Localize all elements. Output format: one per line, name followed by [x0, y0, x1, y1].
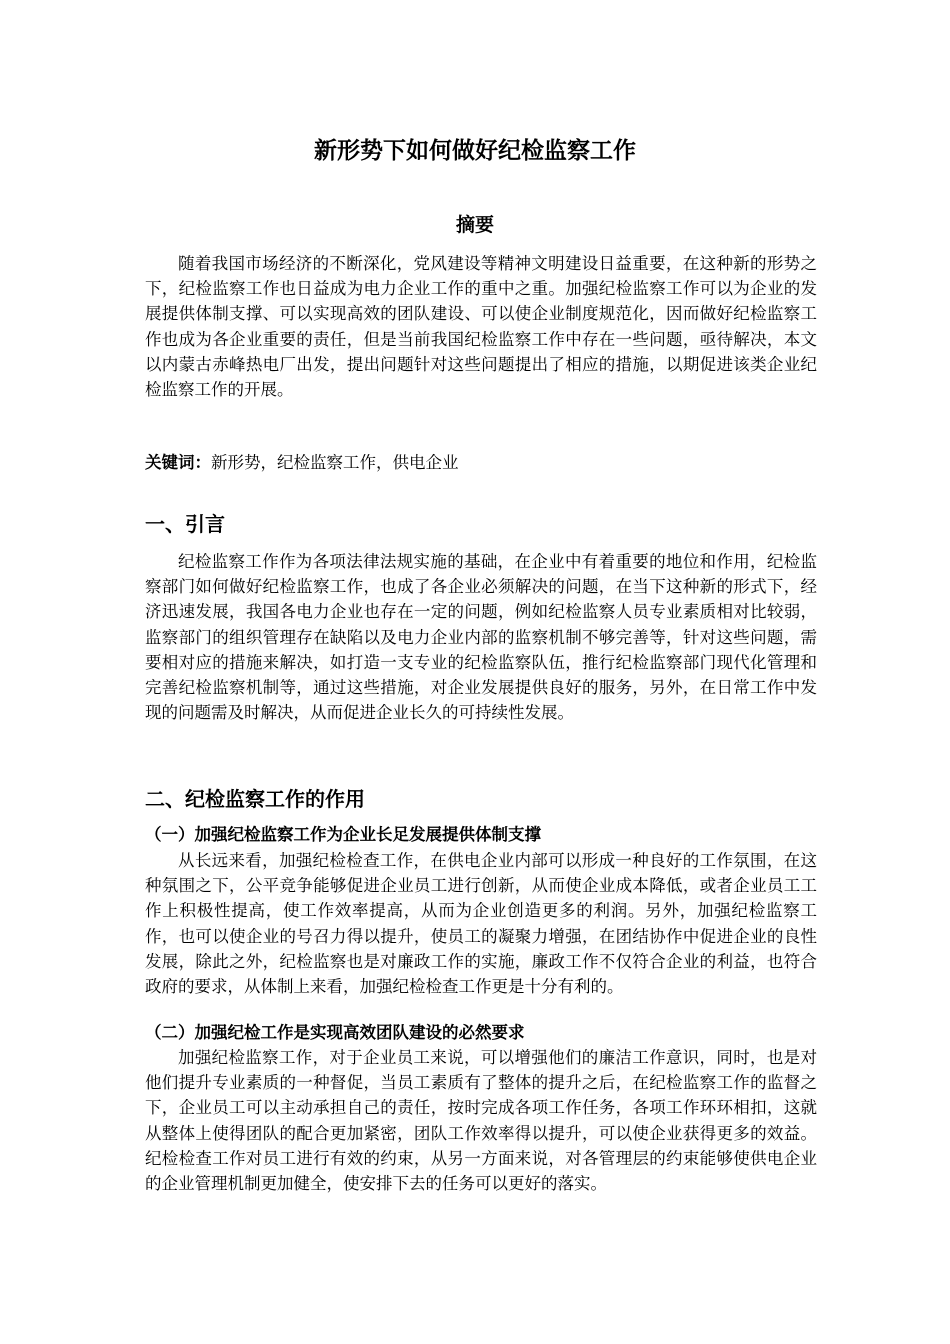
document-title: 新形势下如何做好纪检监察工作: [314, 138, 636, 164]
keywords-line: [145, 450, 817, 475]
section-heading-role: 二、纪检监察工作的作用: [145, 787, 365, 811]
subsection-body-1: 从长远来看，加强纪检检查工作，在供电企业内部可以形成一种良好的工作氛围，在这种氛围之下，公平竞争能够促进企业员工进行创新，从而使企业成本降低，或者企业员工工作上积极性提高，使工作效率提高，从而为企业创造更多的利润。另外，加强纪检监察工作，也可以使企业的号召力得以提升，使员工的凝聚力增强，在团结协作中促进企业的良性发展，除此之外，纪检监察也是对廉政工作的实施，廉政工作不仅符合企业的利益，也符合政府的要求，从体制上来看，加强纪检检查工作更是十分有利的。: [145, 851, 817, 997]
keywords-value: 新形势，纪检监察工作，供电企业: [211, 453, 459, 472]
abstract-body: 随着我国市场经济的不断深化，党风建设等精神文明建设日益重要，在这种新的形势之下，纪检监察工作也日益成为电力企业工作的重中之重。加强纪检监察工作可以为企业的发展提供体制支撑、可以实现高效的团队建设、可以使企业制度规范化，因而做好纪检监察工作也成为各企业重要的责任，但是当前我国纪检监察工作中存在一些问题，亟待解决，本文以内蒙古赤峰热电厂出发，提出问题针对这些问题提出了相应的措施，以期促进该类企业纪检监察工作的开展。: [145, 254, 817, 400]
abstract-heading: 摘要: [455, 214, 494, 236]
section-heading-intro: 一、引言: [145, 512, 225, 536]
keywords-label: 关键词：: [145, 453, 211, 472]
subsection-body-2: 加强纪检监察工作，对于企业员工来说，可以增强他们的廉洁工作意识，同时，也是对他们提升专业素质的一种督促，当员工素质有了整体的提升之后，在纪检监察工作的监督之下，企业员工可以主动承担自己的责任，按时完成各项工作任务，各项工作环环相扣，这就从整体上使得团队的配合更加紧密，团队工作效率得以提升，可以使企业获得更多的效益。纪检检查工作对员工进行有效的约束，从另一方面来说，对各管理层的约束能够使供电企业的企业管理机制更加健全，使安排下去的任务可以更好的落实。: [145, 1048, 817, 1194]
intro-body: 纪检监察工作作为各项法律法规实施的基础，在企业中有着重要的地位和作用，纪检监察部门如何做好纪检监察工作，也成了各企业必须解决的问题，在当下这种新的形式下，经济迅速发展，我国各电力企业也存在一定的问题，例如纪检监察人员专业素质相对比较弱，监察部门的组织管理存在缺陷以及电力企业内部的监察机制不够完善等，针对这些问题，需要相对应的措施来解决，如打造一支专业的纪检监察队伍，推行纪检监察部门现代化管理和完善纪检监察机制等，通过这些措施，对企业发展提供良好的服务，另外，在日常工作中发现的问题需及时解决，从而促进企业长久的可持续性发展。: [145, 552, 817, 723]
subsection-heading-2: （二）加强纪检工作是实现高效团队建设的必然要求: [145, 1023, 525, 1042]
subsection-heading-1: （一）加强纪检监察工作为企业长足发展提供体制支撑: [145, 825, 541, 844]
